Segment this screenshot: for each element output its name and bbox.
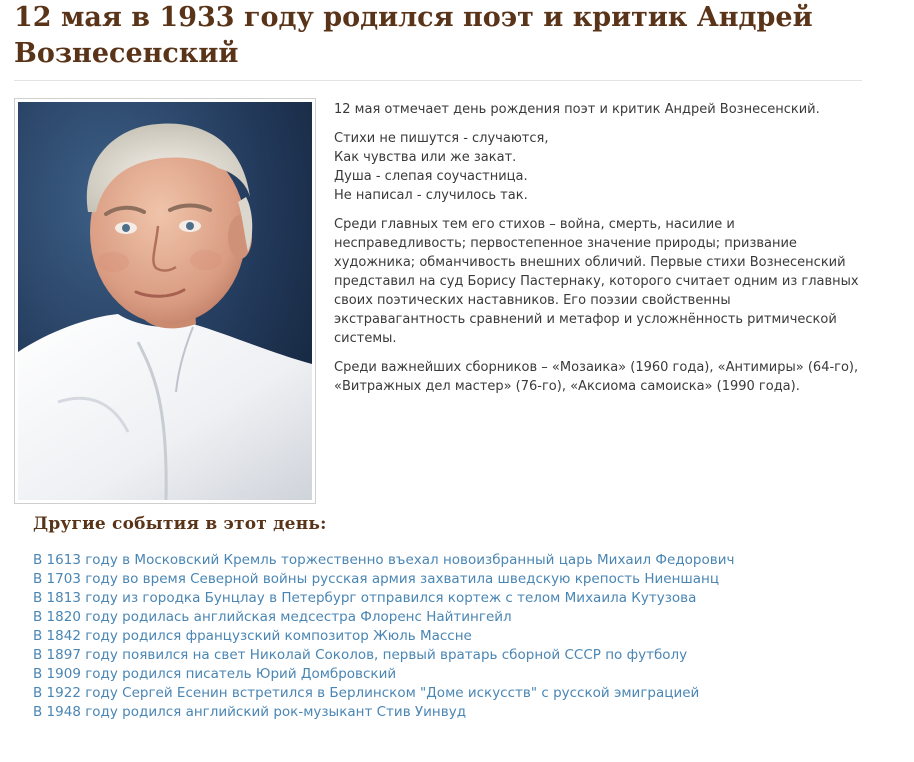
event-link[interactable]: В 1613 году в Московский Кремль торжественно въехал новоизбранный царь Михаил Федорович bbox=[33, 552, 735, 568]
article-paragraph-themes: Среди главных тем его стихов – война, смерть, насилие и несправедливость; первостепенное значение природы; призвание художника; обманчивость внешних обличий. Первые стихи Вознесенский представил на суд Борису Пастернаку, которого считает одним из главных своих поэтических наставников. Его поэзии свойственны экстравагантность сравнений и метафор и усложнённость ритмической системы. bbox=[334, 217, 859, 346]
event-link[interactable]: В 1909 году родился писатель Юрий Домбровский bbox=[33, 666, 397, 682]
article-paragraph-collections: Среди важнейших сборников – «Мозаика» (1960 года), «Антимиры» (64-го), «Витражных дел мастер» (76-го), «Аксиома самоиска» (1990 года). bbox=[334, 360, 859, 394]
event-link[interactable]: В 1842 году родился французский композитор Жюль Массне bbox=[33, 628, 472, 644]
other-events-list bbox=[33, 551, 734, 722]
list-item bbox=[33, 646, 734, 665]
title-divider bbox=[14, 80, 862, 81]
portrait-illustration bbox=[18, 102, 312, 500]
portrait-photo bbox=[14, 98, 316, 504]
poem-line: Не написал - случилось так. bbox=[334, 188, 528, 203]
article-intro: 12 мая отмечает день рождения поэт и критик Андрей Вознесенский. bbox=[334, 102, 820, 117]
list-item bbox=[33, 665, 734, 684]
poem-line: Как чувства или же закат. bbox=[334, 150, 517, 165]
event-link[interactable]: В 1820 году родилась английская медсестра Флоренс Найтингейл bbox=[33, 609, 512, 625]
list-item bbox=[33, 703, 734, 722]
event-link[interactable]: В 1813 году из городка Бунцлау в Петербург отправился кортеж с телом Михаила Кутузова bbox=[33, 590, 697, 606]
event-link[interactable]: В 1922 году Сергей Есенин встретился в Берлинском "Доме искусств" с русской эмиграцией bbox=[33, 685, 700, 701]
poem-line: Душа - слепая соучастница. bbox=[334, 169, 528, 184]
event-link[interactable]: В 1948 году родился английский рок-музыкант Стив Уинвуд bbox=[33, 704, 467, 720]
article-poem bbox=[334, 129, 862, 205]
list-item bbox=[33, 551, 734, 570]
other-events-heading: Другие события в этот день: bbox=[33, 514, 327, 534]
page-title: 12 мая в 1933 году родился поэт и критик Андрей Вознесенский bbox=[14, 2, 813, 69]
list-item bbox=[33, 608, 734, 627]
article-body bbox=[334, 100, 862, 406]
list-item bbox=[33, 684, 734, 703]
list-item bbox=[33, 570, 734, 589]
list-item bbox=[33, 589, 734, 608]
list-item bbox=[33, 627, 734, 646]
event-link[interactable]: В 1703 году во время Северной войны русская армия захватила шведскую крепость Ниеншанц bbox=[33, 571, 720, 587]
poem-line: Стихи не пишутся - случаются, bbox=[334, 131, 549, 146]
event-link[interactable]: В 1897 году появился на свет Николай Соколов, первый вратарь сборной СССР по футболу bbox=[33, 647, 688, 663]
